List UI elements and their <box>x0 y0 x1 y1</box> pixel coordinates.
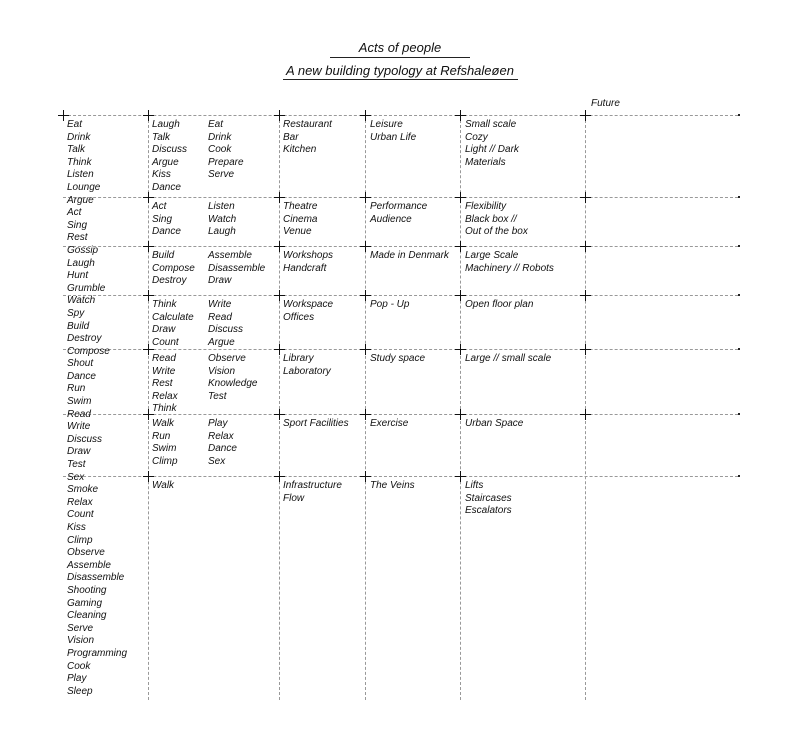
cell-program <box>370 250 449 263</box>
cell-item: Staircases <box>465 492 512 504</box>
cell-item: Drink <box>208 131 232 143</box>
verb-item: Argue <box>67 194 94 206</box>
cell-program <box>370 480 415 493</box>
cell-item: Destroy <box>152 275 187 287</box>
cell-item: Write <box>208 299 232 310</box>
verb-item: Destroy <box>67 333 102 345</box>
grid-row-line <box>63 246 738 247</box>
verb-item: Shooting <box>67 584 107 596</box>
cell-item: Cozy <box>465 131 488 143</box>
grid-plus-marker <box>580 241 591 252</box>
future-column-label: Future <box>591 98 620 109</box>
verb-item: Sing <box>67 219 88 231</box>
cell-item: Act <box>152 201 167 212</box>
cell-item: Dance <box>152 226 181 238</box>
cell-spaces <box>283 250 333 275</box>
cell-item: Laugh <box>152 119 180 130</box>
verb-item: Run <box>67 383 86 395</box>
cell-acts-b <box>208 250 265 288</box>
cell-item: Urban Space <box>465 418 524 429</box>
cell-acts-a <box>152 299 194 349</box>
verb-item: Test <box>67 459 86 471</box>
cell-program <box>370 299 409 312</box>
cell-item: Laugh <box>208 226 236 238</box>
cell-spaces <box>283 418 349 431</box>
cell-item: Open floor plan <box>465 299 534 310</box>
verb-item: Spy <box>67 307 85 319</box>
verb-item: Relax <box>67 496 93 508</box>
cell-qualities <box>465 119 519 169</box>
cell-acts-a <box>152 201 181 239</box>
cell-item: Play <box>208 418 228 429</box>
subtitle-underline <box>283 79 518 80</box>
cell-acts-b <box>208 418 237 468</box>
cell-item: Laboratory <box>283 365 331 377</box>
cell-acts-a <box>152 353 178 416</box>
verb-item: Write <box>67 421 91 433</box>
cell-item: Workspace <box>283 299 334 310</box>
verb-item: Draw <box>67 446 91 458</box>
verb-item: Smoke <box>67 484 99 496</box>
cell-item: Climp <box>152 455 178 467</box>
cell-item: Audience <box>370 213 412 225</box>
verb-item: Drink <box>67 131 91 143</box>
grid-plus-marker <box>580 344 591 355</box>
verb-item: Sex <box>67 471 85 483</box>
verb-item: Build <box>67 320 90 332</box>
verb-item: Eat <box>67 119 83 130</box>
grid-row-end-dot <box>738 348 740 350</box>
cell-item: Serve <box>208 169 235 181</box>
cell-item: Large // small scale <box>465 353 552 364</box>
cell-item: Count <box>152 336 179 348</box>
verb-item: Count <box>67 509 94 521</box>
cell-item: Talk <box>152 131 170 143</box>
cell-item: Test <box>208 390 227 402</box>
cell-item: Read <box>152 353 176 364</box>
cell-acts-b <box>208 353 257 403</box>
verb-item: Climp <box>67 534 93 546</box>
grid-row-end-dot <box>738 475 740 477</box>
cell-item: Flow <box>283 492 305 504</box>
verb-item: Think <box>67 156 92 168</box>
cell-item: Build <box>152 250 175 261</box>
cell-item: Sex <box>208 455 226 467</box>
cell-item: Argue <box>208 336 235 348</box>
cell-item: Calculate <box>152 311 194 323</box>
cell-item: Swim <box>152 443 177 455</box>
cell-item: Large Scale <box>465 250 519 261</box>
cell-item: Library <box>283 353 314 364</box>
cell-program <box>370 353 425 366</box>
verb-item: Watch <box>67 295 96 307</box>
cell-qualities <box>465 353 551 366</box>
cell-item: Eat <box>208 119 224 130</box>
cell-acts-b <box>208 201 236 239</box>
cell-item: Cook <box>208 144 232 156</box>
cell-item: Kitchen <box>283 144 317 156</box>
cell-item: Write <box>152 365 176 377</box>
grid-plus-marker <box>580 110 591 121</box>
verb-item: Swim <box>67 396 92 408</box>
grid-row-end-dot <box>738 245 740 247</box>
cell-item: Machinery // Robots <box>465 262 554 274</box>
cell-item: Made in Denmark <box>370 250 449 261</box>
cell-item: Read <box>208 311 232 323</box>
cell-item: Relax <box>152 390 178 402</box>
grid-row-line <box>63 115 738 116</box>
cell-item: Prepare <box>208 156 244 168</box>
cell-item: Materials <box>465 156 506 168</box>
cell-item: Small scale <box>465 119 517 130</box>
cell-item: Run <box>152 430 171 442</box>
grid-row-line <box>63 476 738 477</box>
cell-item: Lifts <box>465 480 484 491</box>
cell-qualities <box>465 480 512 518</box>
cell-acts-b <box>208 119 244 182</box>
cell-item: Sing <box>152 213 173 225</box>
cell-item: Vision <box>208 365 236 377</box>
verb-item: Hunt <box>67 270 89 282</box>
cell-item: Walk <box>152 418 175 429</box>
verb-item: Discuss <box>67 433 103 445</box>
verb-item: Play <box>67 673 87 685</box>
diagram-subtitle: A new building typology at Refshaleøen <box>286 63 514 78</box>
verb-item: Grumble <box>67 282 106 294</box>
cell-item: The Veins <box>370 480 415 491</box>
verb-item: Disassemble <box>67 572 125 584</box>
cell-item: Think <box>152 403 177 415</box>
cell-item: Knowledge <box>208 378 258 390</box>
cell-qualities <box>465 201 528 239</box>
verb-item: Cleaning <box>67 610 107 622</box>
cell-item: Escalators <box>465 505 512 517</box>
verb-item: Read <box>67 408 91 420</box>
cell-item: Leisure <box>370 119 403 130</box>
cell-item: Urban Life <box>370 131 417 143</box>
title-underline <box>330 57 470 58</box>
cell-item: Handcraft <box>283 262 327 274</box>
grid-row-end-dot <box>738 294 740 296</box>
cell-item: Restaurant <box>283 119 332 130</box>
cell-qualities <box>465 250 554 275</box>
cell-acts-a <box>152 250 195 288</box>
cell-spaces <box>283 119 332 157</box>
verb-item: Listen <box>67 169 94 181</box>
cell-item: Disassemble <box>208 262 266 274</box>
grid-row-end-dot <box>738 196 740 198</box>
cell-item: Compose <box>152 262 195 274</box>
cell-item: Black box // <box>465 213 517 225</box>
verb-item: Lounge <box>67 181 101 193</box>
cell-item: Argue <box>152 156 179 168</box>
cell-item: Dance <box>152 181 181 193</box>
cell-item: Discuss <box>208 324 244 336</box>
cell-program <box>370 418 408 431</box>
cell-qualities <box>465 299 533 312</box>
cell-item: Exercise <box>370 418 409 429</box>
cell-spaces <box>283 299 333 324</box>
cell-acts-b <box>208 299 243 349</box>
grid-row-end-dot <box>738 413 740 415</box>
cell-item: Rest <box>152 378 173 390</box>
cell-item: Observe <box>208 353 246 364</box>
cell-item: Performance <box>370 201 428 212</box>
verb-item: Cook <box>67 660 91 672</box>
cell-item: Draw <box>152 324 176 336</box>
cell-item: Venue <box>283 226 312 238</box>
cell-item: Workshops <box>283 250 334 261</box>
cell-item: Discuss <box>152 144 188 156</box>
cell-item: Bar <box>283 131 299 143</box>
cell-item: Relax <box>208 430 234 442</box>
verb-item: Vision <box>67 635 95 647</box>
cell-item: Walk <box>152 480 175 491</box>
cell-item: Think <box>152 299 177 310</box>
verb-item: Kiss <box>67 522 86 533</box>
cell-item: Listen <box>208 201 235 212</box>
cell-item: Study space <box>370 353 426 364</box>
grid-row-line <box>63 295 738 296</box>
cell-item: Infrastructure <box>283 480 342 491</box>
cell-acts-a <box>152 418 178 468</box>
cell-acts-a <box>152 119 187 195</box>
cell-spaces <box>283 353 331 378</box>
verb-item: Observe <box>67 547 105 559</box>
cell-item: Assemble <box>208 250 252 261</box>
cell-item: Sport Facilities <box>283 418 349 429</box>
cell-item: Offices <box>283 311 315 323</box>
verb-item: Laugh <box>67 257 95 269</box>
verb-item: Compose <box>67 345 110 357</box>
cell-spaces <box>283 201 317 239</box>
cell-program <box>370 119 416 144</box>
cell-item: Kiss <box>152 169 171 181</box>
cell-spaces <box>283 480 342 505</box>
grid-plus-marker <box>580 290 591 301</box>
cell-item: Light // Dark <box>465 144 519 156</box>
verb-item: Assemble <box>67 559 111 571</box>
cell-item: Out of the box <box>465 226 528 238</box>
grid-plus-marker <box>580 409 591 420</box>
cell-item: Theatre <box>283 201 318 212</box>
cell-program <box>370 201 427 226</box>
cell-qualities <box>465 418 523 431</box>
verb-item: Talk <box>67 144 85 156</box>
verb-item: Dance <box>67 370 96 382</box>
grid-plus-marker <box>580 192 591 203</box>
grid-row-line <box>63 197 738 198</box>
cell-item: Watch <box>208 213 237 225</box>
verb-item: Sleep <box>67 685 93 697</box>
verb-item: Gaming <box>67 597 103 609</box>
cell-item: Dance <box>208 443 237 455</box>
cell-item: Draw <box>208 275 232 287</box>
verb-item: Serve <box>67 622 94 634</box>
diagram-title: Acts of people <box>358 40 442 55</box>
cell-item: Cinema <box>283 213 318 225</box>
verb-item: Rest <box>67 232 88 244</box>
cell-item: Pop - Up <box>370 299 410 310</box>
verb-item: Programming <box>67 647 128 659</box>
cell-item: Flexibility <box>465 201 507 212</box>
grid-row-end-dot <box>738 114 740 116</box>
cell-acts-a <box>152 480 174 493</box>
verb-item: Act <box>67 207 82 219</box>
verb-item: Gossip <box>67 244 99 256</box>
verb-list <box>67 119 127 698</box>
verb-item: Shout <box>67 358 94 370</box>
